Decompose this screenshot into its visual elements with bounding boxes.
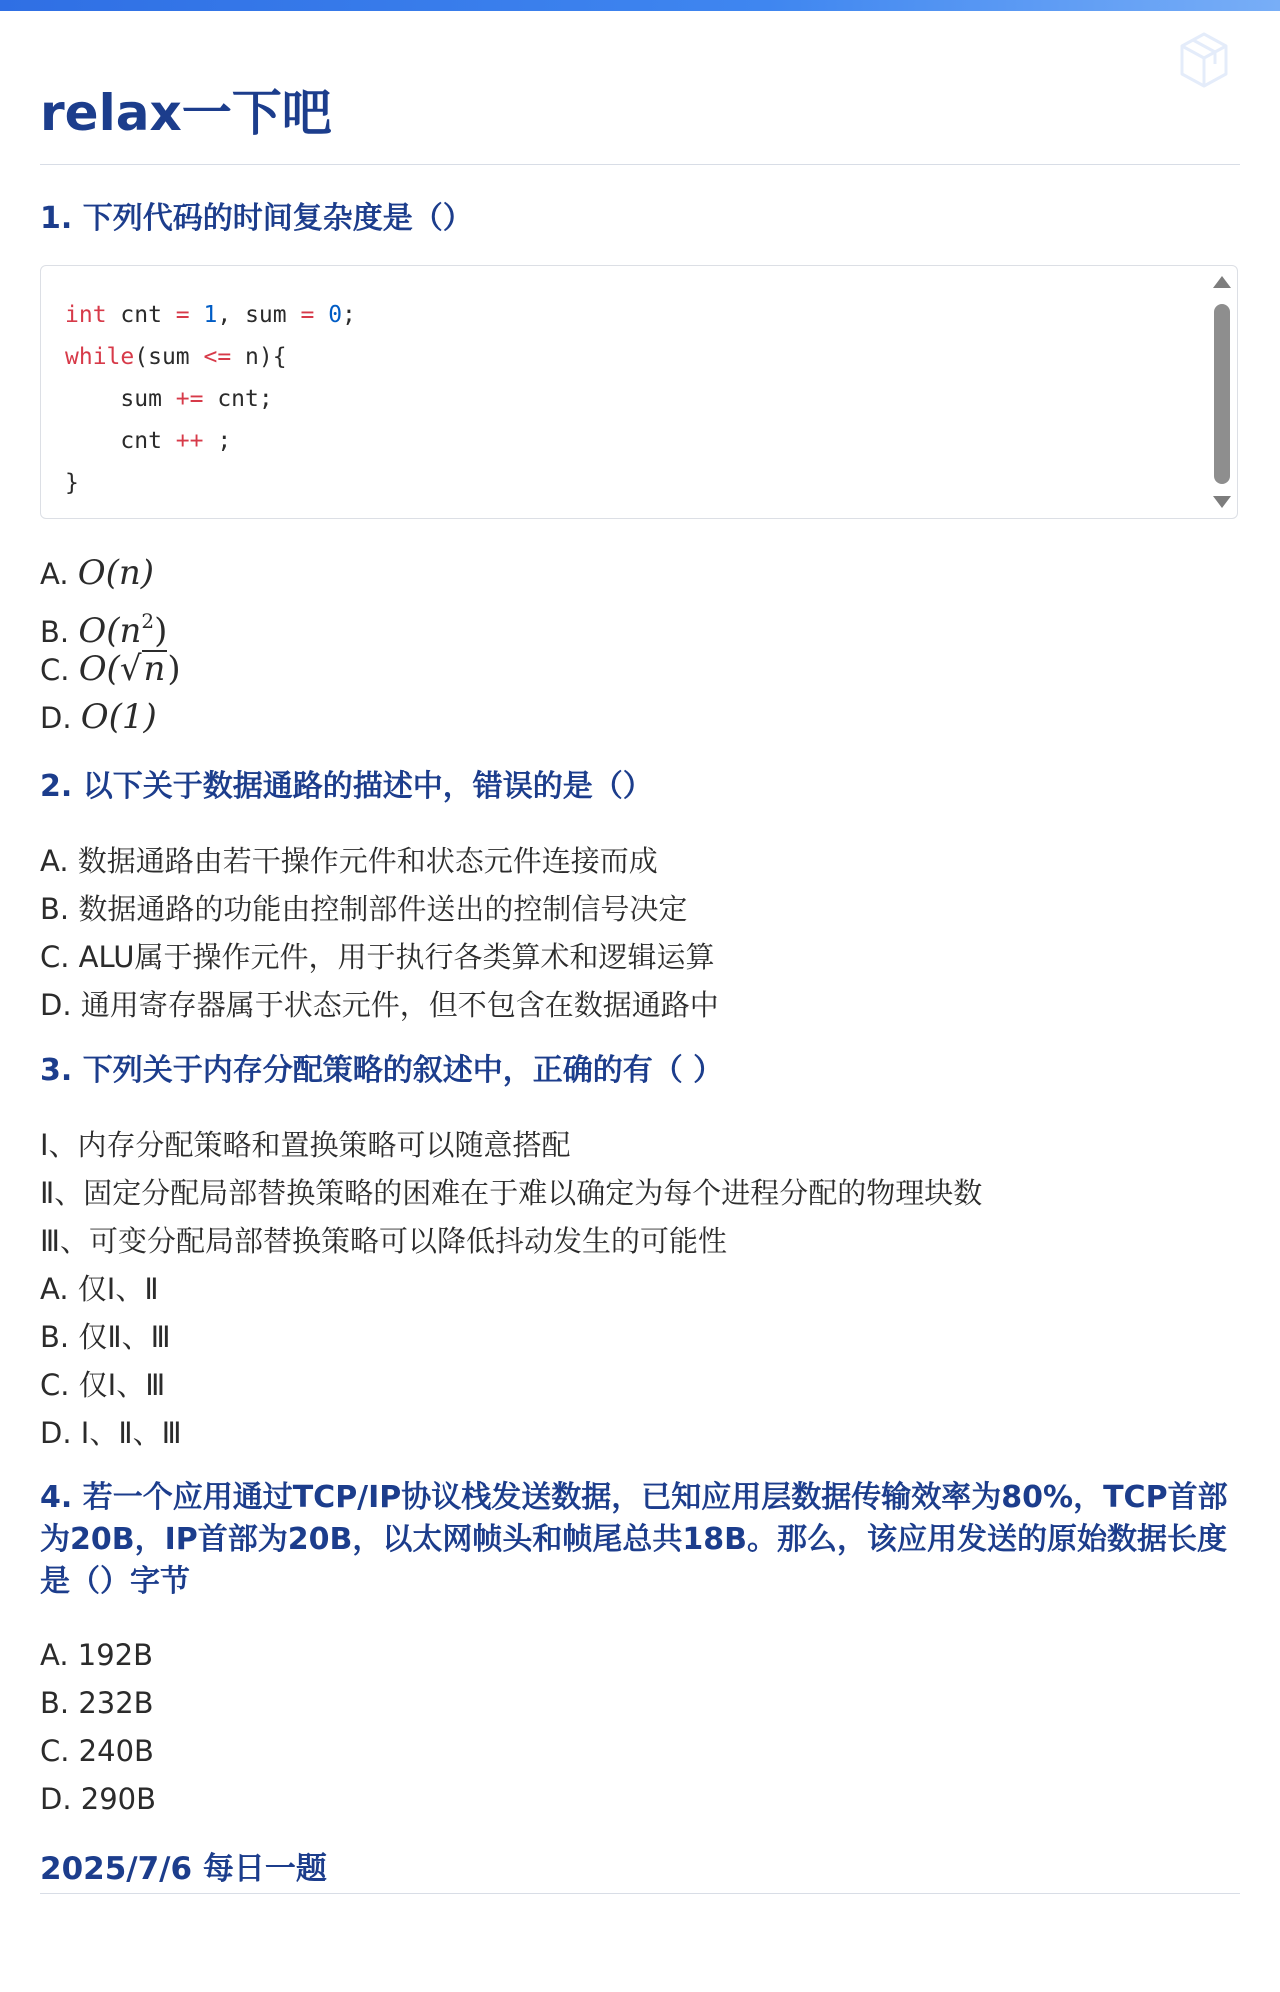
option-c[interactable]: C. 240B <box>40 1734 154 1768</box>
option-a[interactable]: A. 数据通路由若干操作元件和状态元件连接而成 <box>40 844 658 878</box>
option-b[interactable]: B. $O(n^2)$ <box>40 609 168 651</box>
question-4 <box>40 1477 1240 1823</box>
question-2 <box>40 767 1240 1029</box>
option-c[interactable]: C. 仅Ⅰ、Ⅲ <box>40 1368 166 1402</box>
question-3-heading: 3. 下列关于内存分配策略的叙述中，正确的有（ ） <box>40 1053 724 1088</box>
statement-3: Ⅲ、可变分配局部替换策略可以降低抖动发生的可能性 <box>40 1224 727 1258</box>
option-c[interactable]: C. ALU属于操作元件，用于执行各类算术和逻辑运算 <box>40 940 715 974</box>
code-line-3: sum += cnt; <box>120 386 273 412</box>
question-1-heading: 1. 下列代码的时间复杂度是（） <box>40 201 473 236</box>
option-b[interactable]: B. 232B <box>40 1686 154 1720</box>
main-content <box>40 80 1240 1894</box>
code-line-1: int cnt = 1, sum = 0; <box>65 302 356 328</box>
option-c[interactable]: C. O(√n) <box>40 645 1240 693</box>
option-b[interactable]: B. 仅Ⅱ、Ⅲ <box>40 1320 171 1354</box>
code-line-4: cnt ++ ; <box>120 428 232 454</box>
question-3 <box>40 1051 1240 1457</box>
code-scrollbar[interactable] <box>1211 272 1231 512</box>
code-block[interactable] <box>40 265 1238 519</box>
code-line-5: } <box>65 470 79 496</box>
page-title: relax一下吧 <box>40 84 332 142</box>
option-a[interactable]: A. O(n) <box>40 553 155 593</box>
code-content <box>65 294 356 504</box>
question-1-options <box>40 549 1240 741</box>
statement-2: Ⅱ、固定分配局部替换策略的困难在于难以确定为每个进程分配的物理块数 <box>40 1176 983 1210</box>
option-d[interactable]: D. O(1) <box>40 697 157 737</box>
top-accent-bar <box>0 0 1280 11</box>
footer-divider <box>40 1893 1240 1894</box>
option-b[interactable]: B. 数据通路的功能由控制部件送出的控制信号决定 <box>40 892 688 926</box>
question-3-statements <box>40 1121 1240 1265</box>
footer <box>40 1849 1240 1894</box>
scroll-down-arrow-icon[interactable] <box>1213 496 1231 508</box>
question-2-options <box>40 837 1240 1029</box>
sqrt-symbol: √n <box>119 649 166 689</box>
option-d[interactable]: D. 通用寄存器属于状态元件，但不包含在数据通路中 <box>40 988 719 1022</box>
scroll-up-arrow-icon[interactable] <box>1213 276 1231 288</box>
option-d[interactable]: D. Ⅰ、Ⅱ、Ⅲ <box>40 1416 182 1450</box>
footer-date-title: 2025/7/6 每日一题 <box>40 1851 327 1887</box>
title-divider <box>40 164 1240 165</box>
question-4-heading: 4. 若一个应用通过TCP/IP协议栈发送数据，已知应用层数据传输效率为80%，TCP首部为20B，IP首部为20B，以太网帧头和帧尾总共18B。那么，该应用发送的原始数据长度是（）字节 <box>40 1480 1228 1599</box>
question-3-options <box>40 1265 1240 1457</box>
question-2-heading: 2. 以下关于数据通路的描述中，错误的是（） <box>40 769 653 804</box>
question-1 <box>40 199 1240 741</box>
option-a[interactable]: A. 192B <box>40 1638 154 1672</box>
statement-1: Ⅰ、内存分配策略和置换策略可以随意搭配 <box>40 1128 571 1162</box>
scroll-thumb[interactable] <box>1214 304 1230 484</box>
option-a[interactable]: A. 仅Ⅰ、Ⅱ <box>40 1272 159 1306</box>
question-4-options <box>40 1631 1240 1823</box>
code-line-2: while(sum <= n){ <box>65 344 287 370</box>
option-d[interactable]: D. 290B <box>40 1782 157 1816</box>
